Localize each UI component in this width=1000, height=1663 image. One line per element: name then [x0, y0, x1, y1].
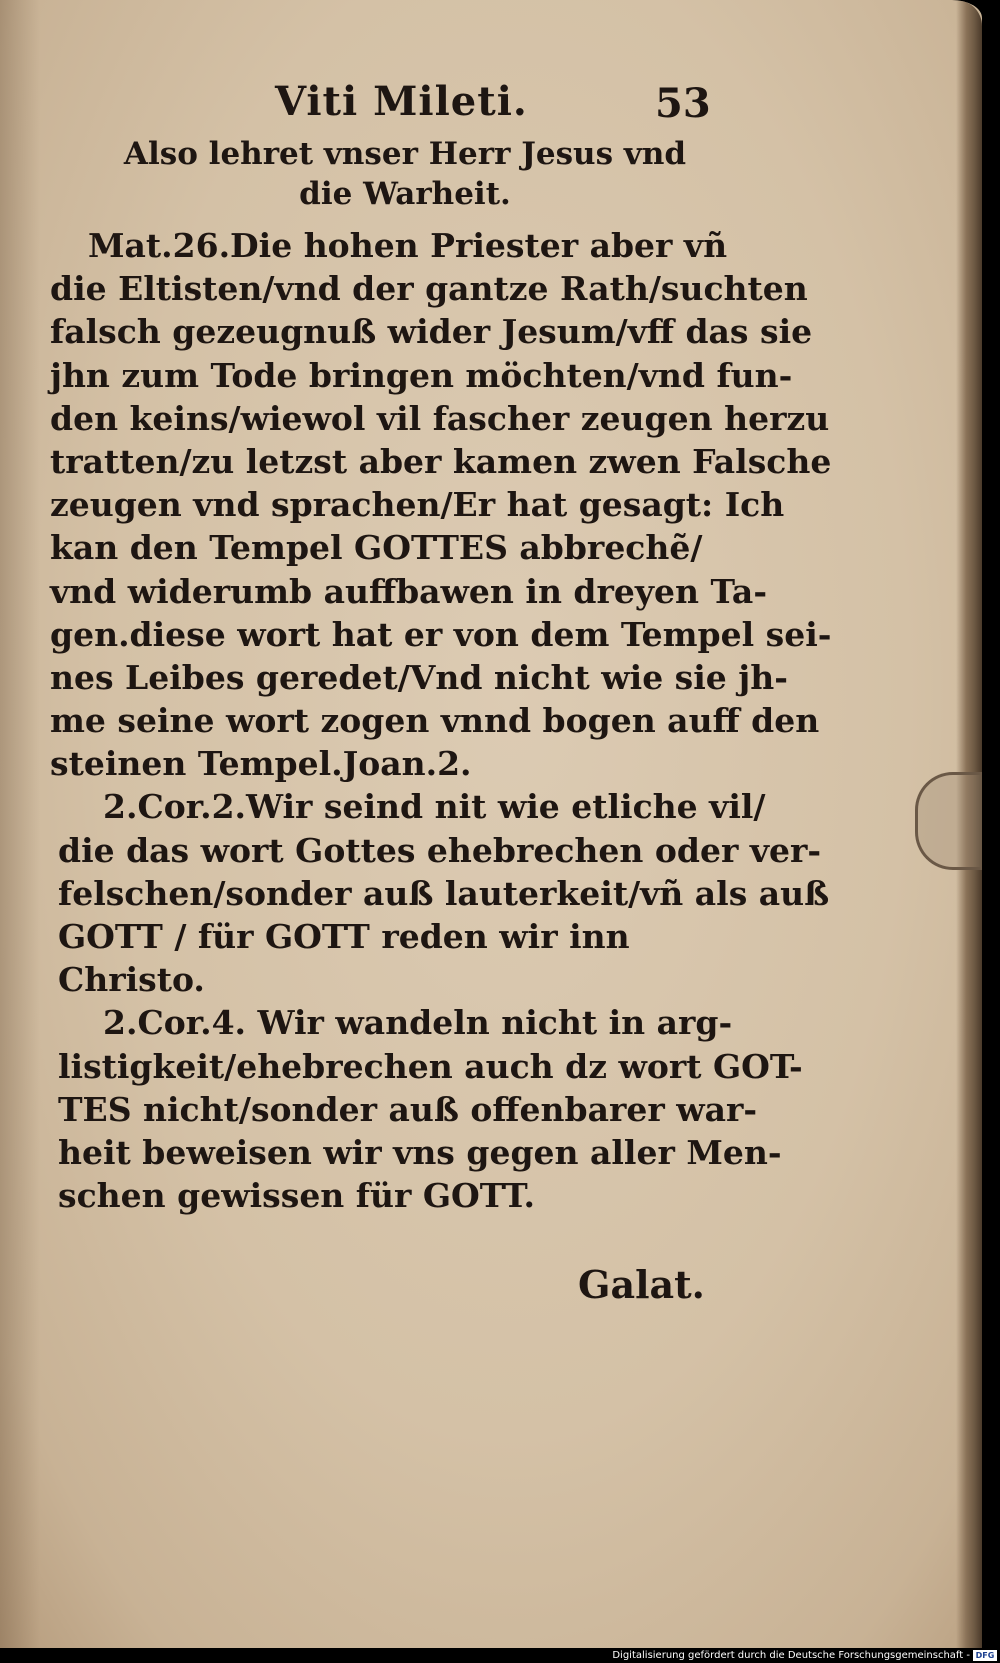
paragraph-matthew	[50, 224, 832, 785]
text-line: den keins/wiewol vil fascher zeugen herzu	[50, 398, 830, 438]
text-line: felschen/sonder auß lauterkeit/vñ als auß	[58, 873, 830, 913]
text-line: GOTT / für GOTT reden wir inn	[58, 917, 630, 956]
text-line: listigkeit/ehebrechen auch dz wort GOT-	[58, 1046, 803, 1086]
text-line: gen.diese wort hat er von dem Tempel sei-	[50, 614, 832, 654]
catchword: Galat.	[578, 1262, 705, 1307]
text-line: jhn zum Tode bringen möchten/vnd fun-	[50, 355, 793, 395]
text-line: kan den Tempel GOTTES abbrechẽ/	[50, 528, 703, 568]
text-line: die das wort Gottes ehebrechen oder ver-	[58, 830, 822, 870]
text-block	[50, 70, 832, 1217]
text-line: steinen Tempel.Joan.2.	[50, 744, 472, 784]
running-title: Viti Mileti.	[275, 78, 528, 125]
page-number: 53	[655, 80, 711, 127]
footer-bar	[0, 1648, 1000, 1663]
section-heading	[50, 134, 740, 214]
text-line: tratten/zu letzst aber kamen zwen Falsche	[50, 441, 832, 481]
text-line: me seine wort zogen vnnd bogen auff den	[50, 701, 820, 741]
text-line: 2.Cor.2.Wir seind nit wie etliche vil/	[103, 787, 766, 827]
heading-line: die Warheit.	[299, 176, 511, 212]
heading-line: Also lehret vnser Herr Jesus vnd	[123, 136, 687, 172]
funding-credit: Digitalisierung gefördert durch die Deutsche Forschungsgemeinschaft -	[612, 1650, 970, 1661]
dfg-logo-icon: DFG	[973, 1650, 997, 1661]
text-line: falsch gezeugnuß wider Jesum/vff das sie	[50, 312, 813, 352]
book-clasp	[915, 772, 982, 870]
text-line: TES nicht/sonder auß offenbarer war-	[58, 1089, 758, 1129]
text-line: heit beweisen wir vns gegen aller Men-	[58, 1132, 782, 1172]
text-line: zeugen vnd sprachen/Er hat gesagt: Ich	[50, 485, 785, 525]
text-line: vnd widerumb auffbawen in dreyen Ta-	[50, 571, 768, 611]
text-line: schen gewissen für GOTT.	[58, 1176, 535, 1216]
text-line: nes Leibes geredet/Vnd nicht wie sie jh-	[50, 657, 788, 697]
text-line: die Eltisten/vnd der gantze Rath/suchten	[50, 269, 808, 309]
paragraph-corinthians-4	[50, 1001, 803, 1217]
text-line: 2.Cor.4. Wir wandeln nicht in arg-	[103, 1003, 733, 1043]
running-head	[50, 70, 740, 134]
paragraph-corinthians-2	[50, 785, 830, 1001]
text-line: Christo.	[58, 960, 205, 1000]
text-line: Mat.26.Die hohen Priester aber vñ	[88, 226, 728, 265]
gutter-shadow	[0, 0, 40, 1648]
